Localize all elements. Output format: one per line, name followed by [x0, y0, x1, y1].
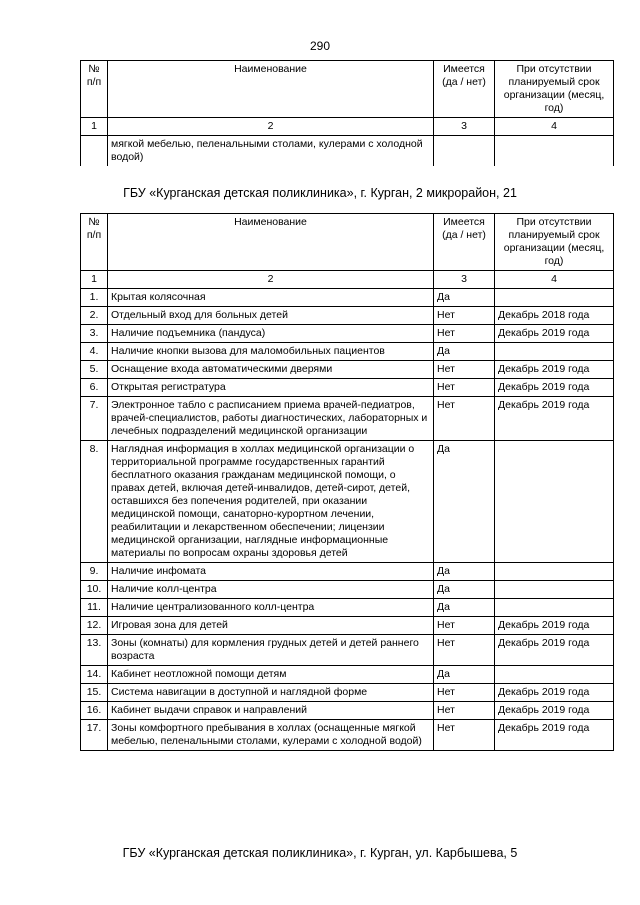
- row-planned: [495, 563, 614, 581]
- row-name: Зоны (комнаты) для кормления грудных детей и детей раннего возраста: [108, 635, 434, 666]
- row-available: Да: [434, 599, 495, 617]
- table-row: [81, 361, 614, 379]
- row-available: Нет: [434, 325, 495, 343]
- table-body: [81, 289, 614, 751]
- row-available: Нет: [434, 379, 495, 397]
- row-name: Оснащение входа автоматическими дверями: [108, 361, 434, 379]
- row-name: Наличие кнопки вызова для маломобильных пациентов: [108, 343, 434, 361]
- table-row: [81, 379, 614, 397]
- col-num-4: 4: [495, 118, 614, 136]
- row-name: Система навигации в доступной и наглядной форме: [108, 684, 434, 702]
- row-name: Наличие централизованного колл-центра: [108, 599, 434, 617]
- page-number: 290: [309, 39, 331, 53]
- row-num: 10.: [81, 581, 108, 599]
- row-planned: Декабрь 2018 года: [495, 307, 614, 325]
- row-num: 16.: [81, 702, 108, 720]
- row-planned: Декабрь 2019 года: [495, 397, 614, 441]
- table-row: [81, 635, 614, 666]
- row-name: Кабинет неотложной помощи детям: [108, 666, 434, 684]
- row-name: Наличие колл-центра: [108, 581, 434, 599]
- table-row: [81, 563, 614, 581]
- header-row: [81, 61, 614, 118]
- table-row: [81, 136, 614, 167]
- row-num: 17.: [81, 720, 108, 751]
- col-num-2: 2: [108, 271, 434, 289]
- row-name: Отдельный вход для больных детей: [108, 307, 434, 325]
- row-available: Нет: [434, 307, 495, 325]
- col-num-1: 1: [81, 118, 108, 136]
- row-num: 12.: [81, 617, 108, 635]
- header-num: № п/п: [81, 214, 108, 271]
- row-name: Зоны комфортного пребывания в холлах (оснащенные мягкой мебелью, пеленальными столами, кулерами с холодной водой): [108, 720, 434, 751]
- row-available: Да: [434, 563, 495, 581]
- table-row: [81, 666, 614, 684]
- table-row: [81, 441, 614, 563]
- row-available: Нет: [434, 617, 495, 635]
- table-continuation: [80, 60, 614, 166]
- section-title: ГБУ «Курганская детская поликлиника», г. Курган, ул. Карбышева, 5: [122, 846, 518, 860]
- row-num: 15.: [81, 684, 108, 702]
- row-available: Нет: [434, 397, 495, 441]
- header-planned: При отсутствии планируемый срок организации (месяц, год): [495, 214, 614, 271]
- row-planned: Декабрь 2019 года: [495, 379, 614, 397]
- row-name: Крытая колясочная: [108, 289, 434, 307]
- table-row: [81, 702, 614, 720]
- table-facilities: [80, 213, 614, 751]
- table-row: [81, 397, 614, 441]
- row-available: Да: [434, 581, 495, 599]
- row-available: [434, 136, 495, 167]
- table-row: [81, 684, 614, 702]
- col-num-4: 4: [495, 271, 614, 289]
- row-num: 1.: [81, 289, 108, 307]
- row-planned: [495, 599, 614, 617]
- row-planned: Декабрь 2019 года: [495, 720, 614, 751]
- row-name: Наличие подъемника (пандуса): [108, 325, 434, 343]
- row-available: Да: [434, 343, 495, 361]
- section-title: ГБУ «Курганская детская поликлиника», г. Курган, 2 микрорайон, 21: [123, 186, 517, 200]
- row-num: 13.: [81, 635, 108, 666]
- header-planned: При отсутствии планируемый срок организации (месяц, год): [495, 61, 614, 118]
- row-planned: Декабрь 2019 года: [495, 325, 614, 343]
- table-row: [81, 581, 614, 599]
- header-row: [81, 214, 614, 271]
- table-row: [81, 599, 614, 617]
- row-planned: [495, 441, 614, 563]
- row-name: Наглядная информация в холлах медицинской организации о территориальной программе государственных гарантий бесплатного оказания гражданам медицинской помощи, о правах детей, включая детей-инвалидов, детей-сирот, детей, оставшихся без попечения родителей, при оказании медицинской помощи, санаторно-курортном лечении, реабилитации и лекарственном обеспечении; лицензии медицинской организации, наглядные информационные материалы по вопросам охраны здоровья детей: [108, 441, 434, 563]
- column-number-row: [81, 118, 614, 136]
- header-num: № п/п: [81, 61, 108, 118]
- row-planned: Декабрь 2019 года: [495, 617, 614, 635]
- row-num: 3.: [81, 325, 108, 343]
- row-available: Да: [434, 289, 495, 307]
- row-planned: Декабрь 2019 года: [495, 361, 614, 379]
- row-available: Нет: [434, 702, 495, 720]
- row-name: Наличие инфомата: [108, 563, 434, 581]
- row-planned: Декабрь 2019 года: [495, 684, 614, 702]
- col-num-1: 1: [81, 271, 108, 289]
- column-number-row: [81, 271, 614, 289]
- row-name: Игровая зона для детей: [108, 617, 434, 635]
- table-row: [81, 343, 614, 361]
- row-planned: [495, 136, 614, 167]
- row-planned: Декабрь 2019 года: [495, 702, 614, 720]
- row-name: Открытая регистратура: [108, 379, 434, 397]
- row-available: Нет: [434, 361, 495, 379]
- row-available: Нет: [434, 720, 495, 751]
- row-available: Да: [434, 666, 495, 684]
- row-num: 2.: [81, 307, 108, 325]
- row-name: мягкой мебелью, пеленальными столами, кулерами с холодной водой): [108, 136, 434, 167]
- row-num: 6.: [81, 379, 108, 397]
- row-name: Кабинет выдачи справок и направлений: [108, 702, 434, 720]
- row-available: Да: [434, 441, 495, 563]
- row-num: 4.: [81, 343, 108, 361]
- row-num: 8.: [81, 441, 108, 563]
- header-name: Наименование: [108, 214, 434, 271]
- col-num-3: 3: [434, 118, 495, 136]
- table-row: [81, 617, 614, 635]
- row-num: 11.: [81, 599, 108, 617]
- row-available: Нет: [434, 684, 495, 702]
- table-row: [81, 289, 614, 307]
- row-planned: [495, 581, 614, 599]
- col-num-2: 2: [108, 118, 434, 136]
- row-available: Нет: [434, 635, 495, 666]
- row-num: 7.: [81, 397, 108, 441]
- row-planned: Декабрь 2019 года: [495, 635, 614, 666]
- row-planned: [495, 666, 614, 684]
- row-planned: [495, 289, 614, 307]
- row-num: 14.: [81, 666, 108, 684]
- row-num: 9.: [81, 563, 108, 581]
- col-num-3: 3: [434, 271, 495, 289]
- row-name: Электронное табло с расписанием приема врачей-педиатров, врачей-специалистов, работы диагностических, лабораторных и лечебных подразделений медицинской организации: [108, 397, 434, 441]
- row-planned: [495, 343, 614, 361]
- table-row: [81, 307, 614, 325]
- row-num: [81, 136, 108, 167]
- row-num: 5.: [81, 361, 108, 379]
- table-row: [81, 325, 614, 343]
- header-available: Имеется (да / нет): [434, 61, 495, 118]
- header-available: Имеется (да / нет): [434, 214, 495, 271]
- header-name: Наименование: [108, 61, 434, 118]
- table-row: [81, 720, 614, 751]
